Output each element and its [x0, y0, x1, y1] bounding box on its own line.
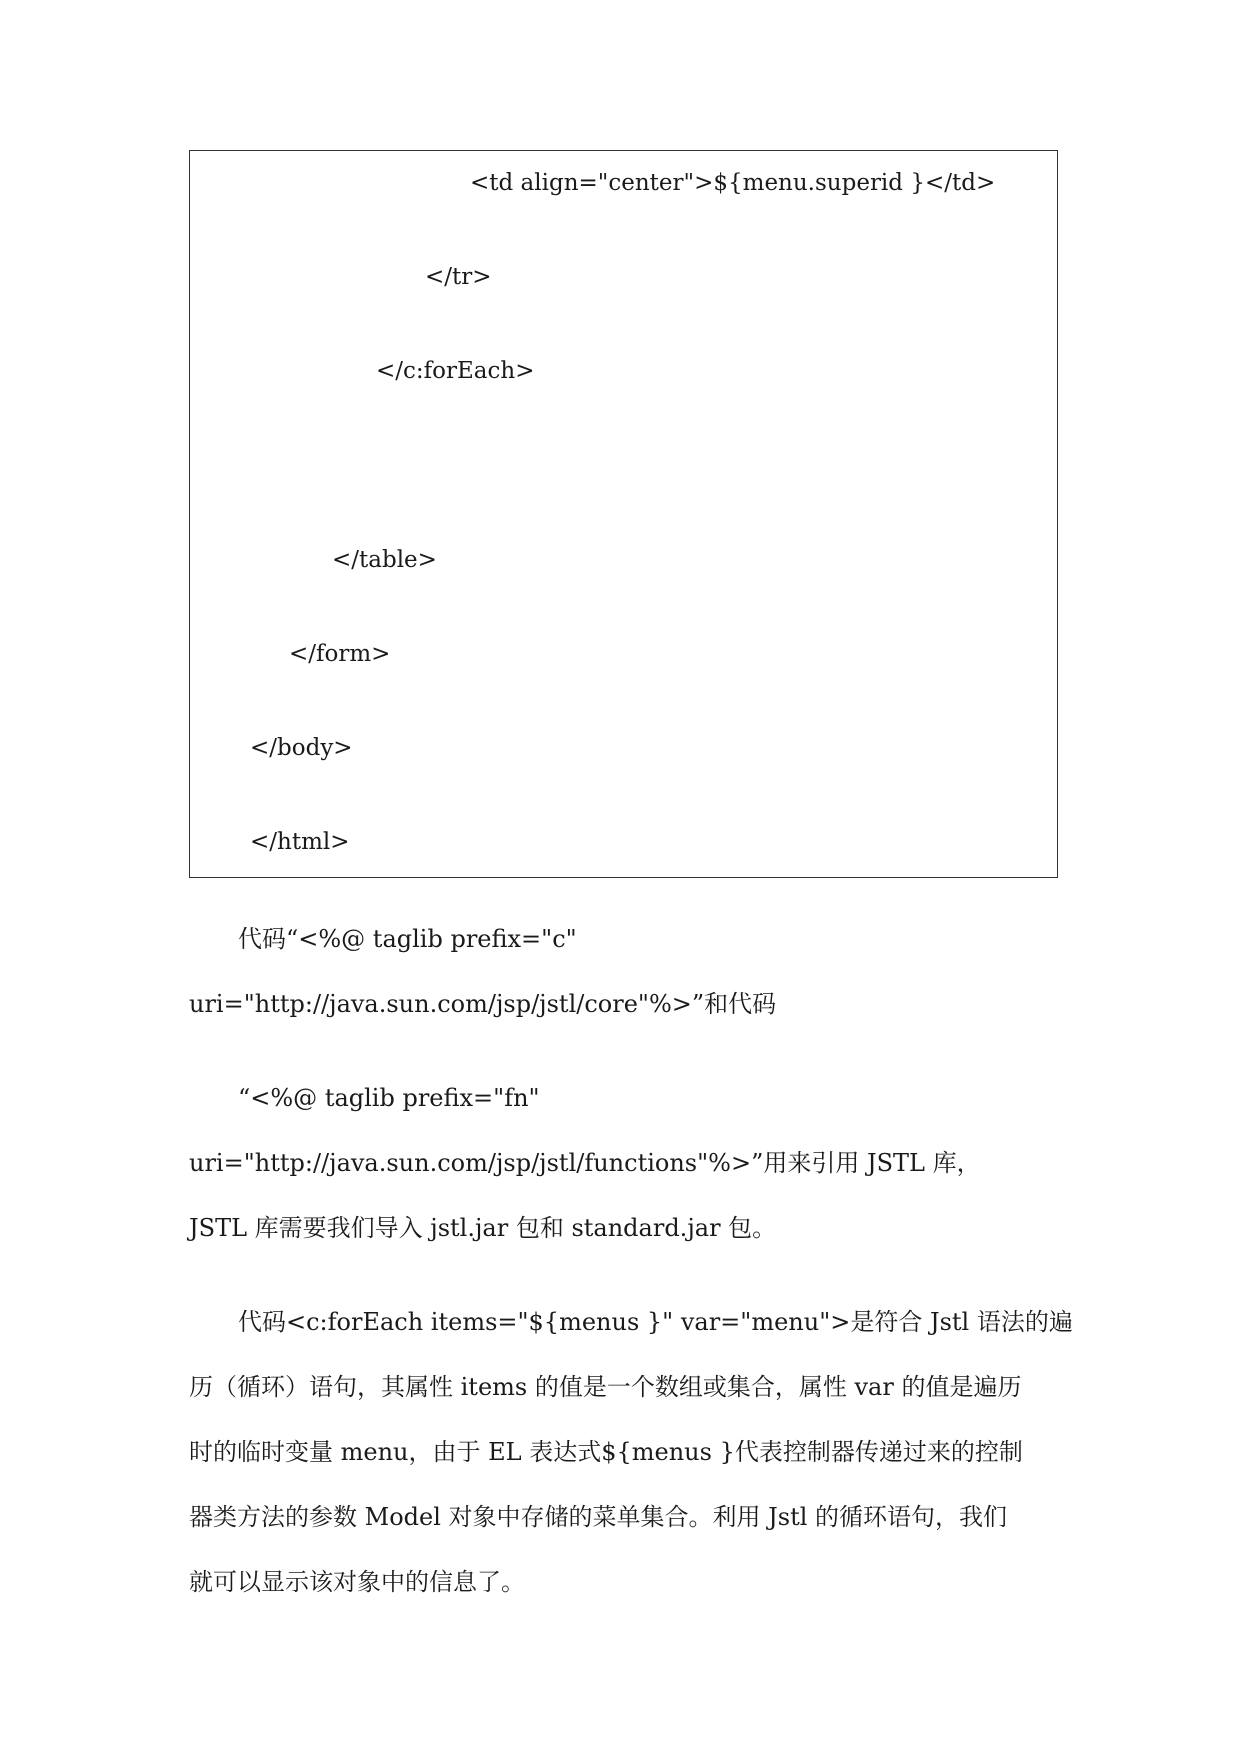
code-line-foreach-close: </c:forEach> — [376, 358, 535, 384]
code-listing-box — [189, 150, 1058, 878]
code-line-form-close: </form> — [289, 641, 391, 667]
paragraph-line: 器类方法的参数 Model 对象中存储的菜单集合。利用 Jstl 的循环语句，我们 — [189, 1503, 1008, 1531]
code-line-tr-close: </tr> — [425, 264, 492, 290]
code-line-td: <td align="center">${menu.superid }</td> — [470, 170, 996, 196]
code-line-table-close: </table> — [332, 547, 437, 573]
paragraph-line: uri="http://java.sun.com/jsp/jstl/functions"%>”用来引用 JSTL 库， — [189, 1149, 981, 1177]
paragraph-line: JSTL 库需要我们导入 jstl.jar 包和 standard.jar 包。 — [189, 1214, 777, 1242]
paragraph-line: 时的临时变量 menu，由于 EL 表达式${menus }代表控制器传递过来的控制 — [189, 1438, 1023, 1466]
paragraph-line: 代码<c:forEach items="${menus }" var="menu">是符合 Jstl 语法的遍 — [238, 1308, 1073, 1336]
paragraph-line: 代码“<%@ taglib prefix="c" — [238, 925, 577, 953]
code-line-body-close: </body> — [250, 735, 353, 761]
paragraph-line: 历（循环）语句，其属性 items 的值是一个数组或集合，属性 var 的值是遍历 — [189, 1373, 1022, 1401]
paragraph-line: 就可以显示该对象中的信息了。 — [189, 1568, 525, 1596]
paragraph-line: “<%@ taglib prefix="fn" — [238, 1084, 540, 1112]
code-line-html-close: </html> — [250, 829, 350, 855]
paragraph-line: uri="http://java.sun.com/jsp/jstl/core"%>”和代码 — [189, 990, 777, 1018]
